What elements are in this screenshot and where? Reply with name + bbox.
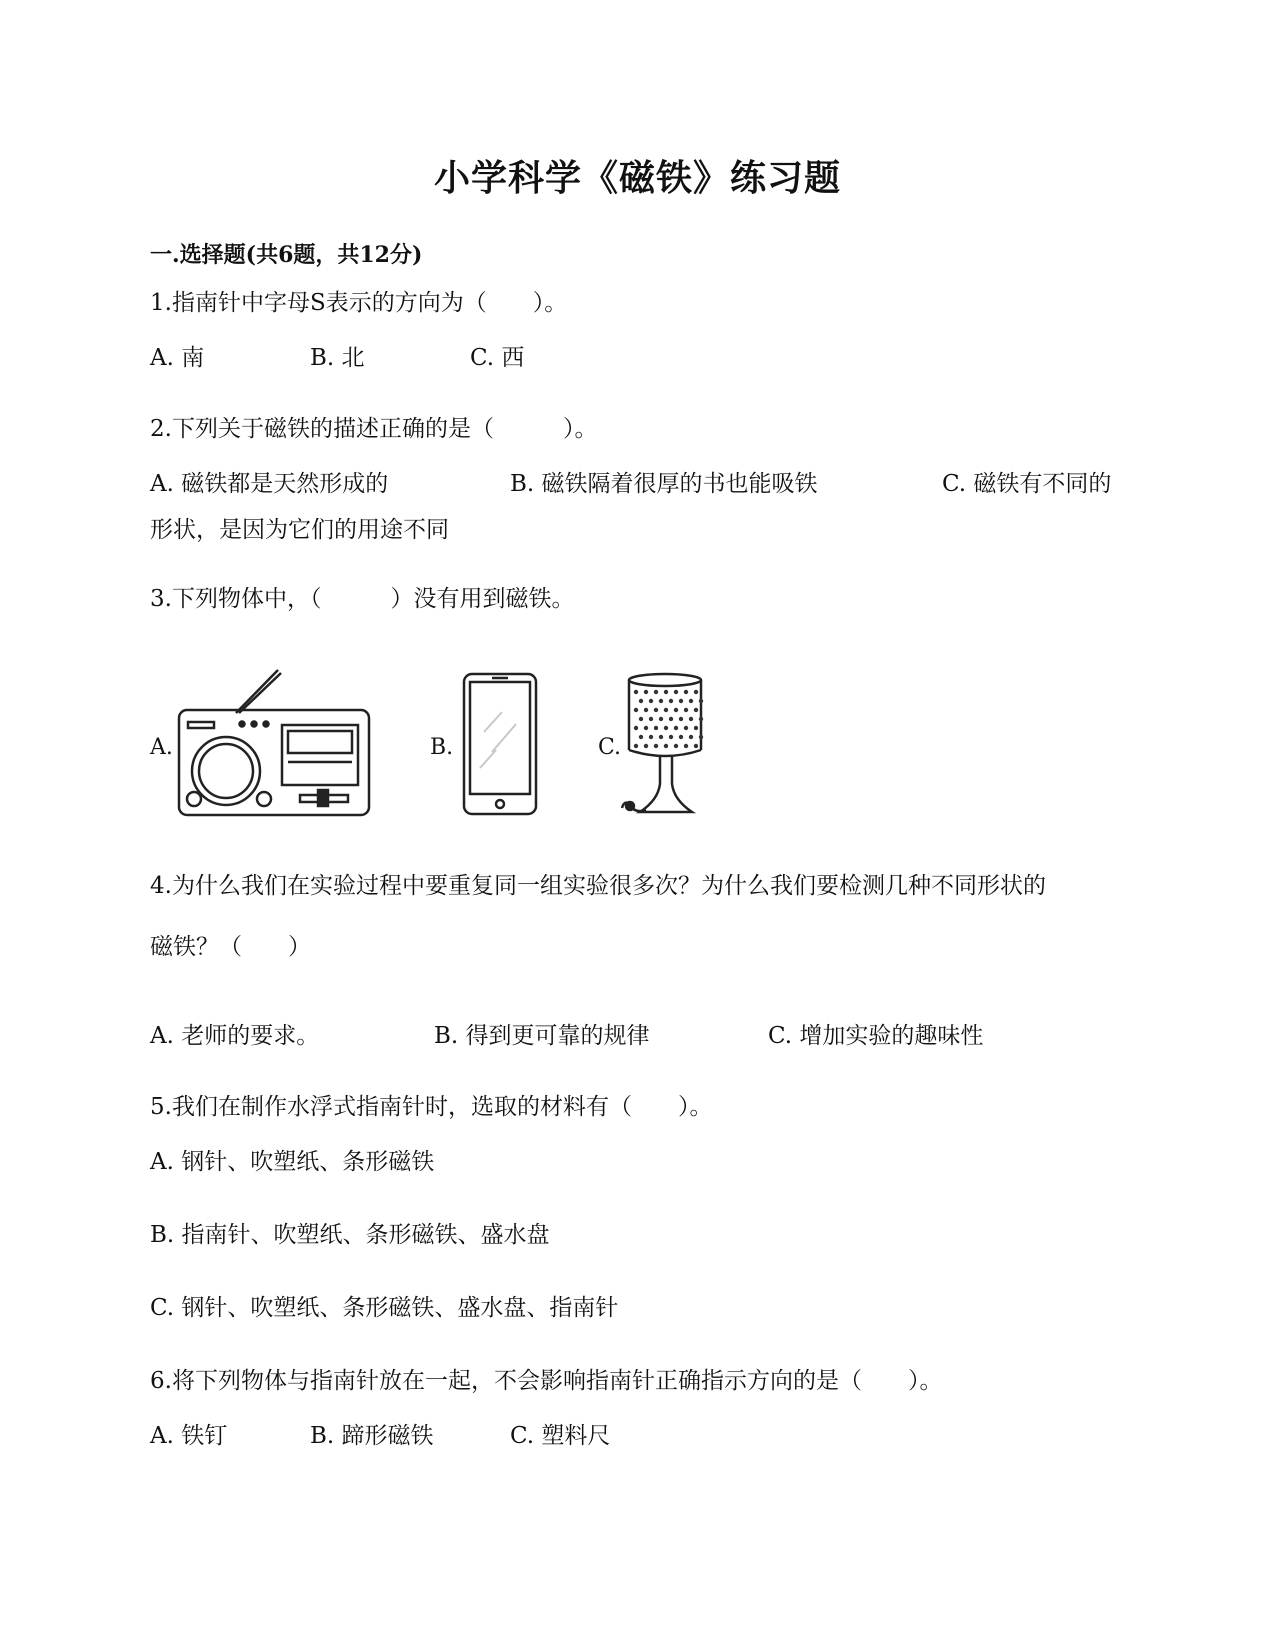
question-4-stem-line-1: 4.为什么我们在实验过程中要重复同一组实验很多次？为什么我们要检测几种不同形状的	[150, 873, 1046, 899]
lamp-shade-dot	[694, 726, 698, 730]
lamp-shade-dot	[654, 690, 658, 694]
section-heading: 一.选择题(共6题，共12分)	[150, 242, 423, 268]
lamp-shade-dot	[639, 717, 643, 721]
question-2-option-a[interactable]: A. 磁铁都是天然形成的	[150, 471, 389, 497]
lamp-shade-dot	[684, 708, 688, 712]
lamp-shade-dot	[649, 735, 653, 739]
lamp-shade-dot	[689, 735, 693, 739]
question-3-option-a[interactable]: A.	[150, 735, 173, 760]
question-2-option-c-continued: 形状，是因为它们的用途不同	[150, 517, 449, 543]
lamp-shade-dot	[654, 726, 658, 730]
question-1-option-b[interactable]: B. 北	[310, 345, 365, 371]
lamp-shade-dot	[674, 708, 678, 712]
lamp-shade-dot	[634, 708, 638, 712]
lamp-icon	[620, 672, 710, 818]
question-4-option-a[interactable]: A. 老师的要求。	[150, 1023, 320, 1049]
lamp-shade-dot	[664, 726, 668, 730]
lamp-shade-dot	[634, 726, 638, 730]
lamp-shade-dot	[679, 717, 683, 721]
lamp-shade-dot	[639, 699, 643, 703]
lamp-shade-dot	[694, 708, 698, 712]
lamp-shade-dot	[689, 717, 693, 721]
lamp-shade-dot	[664, 690, 668, 694]
lamp-shade-dot	[659, 717, 663, 721]
question-4-option-b[interactable]: B. 得到更可靠的规律	[434, 1023, 650, 1049]
phone-icon	[462, 672, 538, 816]
lamp-shade-dot	[644, 708, 648, 712]
lamp-shade-dot	[634, 744, 638, 748]
lamp-shade-dot	[689, 699, 693, 703]
question-5-stem: 5.我们在制作水浮式指南针时，选取的材料有（ ）。	[150, 1094, 713, 1120]
question-6-option-a[interactable]: A. 铁钉	[150, 1423, 228, 1449]
lamp-shade-dot	[649, 717, 653, 721]
lamp-shade-dot	[659, 699, 663, 703]
question-2-option-b[interactable]: B. 磁铁隔着很厚的书也能吸铁	[510, 471, 818, 497]
lamp-shade-dot	[699, 699, 703, 703]
question-5-option-a[interactable]: A. 钢针、吹塑纸、条形磁铁	[150, 1149, 435, 1175]
lamp-shade-dot	[644, 690, 648, 694]
lamp-shade-dot	[684, 726, 688, 730]
lamp-shade-dot	[674, 690, 678, 694]
lamp-shade-dot	[669, 717, 673, 721]
question-1-option-a[interactable]: A. 南	[150, 345, 205, 371]
question-6-stem: 6.将下列物体与指南针放在一起，不会影响指南针正确指示方向的是（ ）。	[150, 1368, 943, 1394]
lamp-shade-dot	[694, 690, 698, 694]
lamp-shade-dot	[684, 690, 688, 694]
lamp-shade-dot	[654, 708, 658, 712]
radio-icon	[176, 668, 376, 818]
lamp-shade-dot	[654, 744, 658, 748]
lamp-shade-dot	[669, 735, 673, 739]
lamp-shade-dot	[699, 717, 703, 721]
question-2-stem: 2.下列关于磁铁的描述正确的是（ ）。	[150, 416, 598, 442]
question-4-option-c[interactable]: C. 增加实验的趣味性	[768, 1023, 984, 1049]
lamp-shade-dot	[639, 735, 643, 739]
lamp-shade-dot	[634, 690, 638, 694]
question-6-option-b[interactable]: B. 蹄形磁铁	[310, 1423, 434, 1449]
question-5-option-b[interactable]: B. 指南针、吹塑纸、条形磁铁、盛水盘	[150, 1222, 550, 1248]
lamp-shade-dot	[669, 699, 673, 703]
question-3-stem: 3.下列物体中，（ ）没有用到磁铁。	[150, 586, 575, 612]
lamp-shade-dot	[644, 726, 648, 730]
question-1-stem: 1.指南针中字母S表示的方向为（ ）。	[150, 290, 568, 316]
lamp-shade-dot	[659, 735, 663, 739]
lamp-shade-dot	[664, 744, 668, 748]
lamp-shade-dot	[679, 735, 683, 739]
lamp-shade-dot	[644, 744, 648, 748]
page-title: 小学科学《磁铁》练习题	[433, 157, 841, 199]
question-2-option-c[interactable]: C. 磁铁有不同的	[942, 471, 1112, 497]
question-4-stem-line-2: 磁铁？（ ）	[150, 934, 311, 960]
lamp-shade-dot	[664, 708, 668, 712]
lamp-shade-dot	[694, 744, 698, 748]
lamp-shade-dot	[674, 726, 678, 730]
lamp-shade-dot	[684, 744, 688, 748]
lamp-shade-dot	[679, 699, 683, 703]
question-1-option-c[interactable]: C. 西	[470, 345, 525, 371]
lamp-shade-dot	[699, 735, 703, 739]
question-6-option-c[interactable]: C. 塑料尺	[510, 1423, 611, 1449]
question-3-option-b[interactable]: B.	[430, 735, 454, 760]
question-5-option-c[interactable]: C. 钢针、吹塑纸、条形磁铁、盛水盘、指南针	[150, 1295, 619, 1321]
lamp-shade-dot	[674, 744, 678, 748]
lamp-shade-dot	[649, 699, 653, 703]
question-3-option-c[interactable]: C.	[598, 735, 622, 760]
